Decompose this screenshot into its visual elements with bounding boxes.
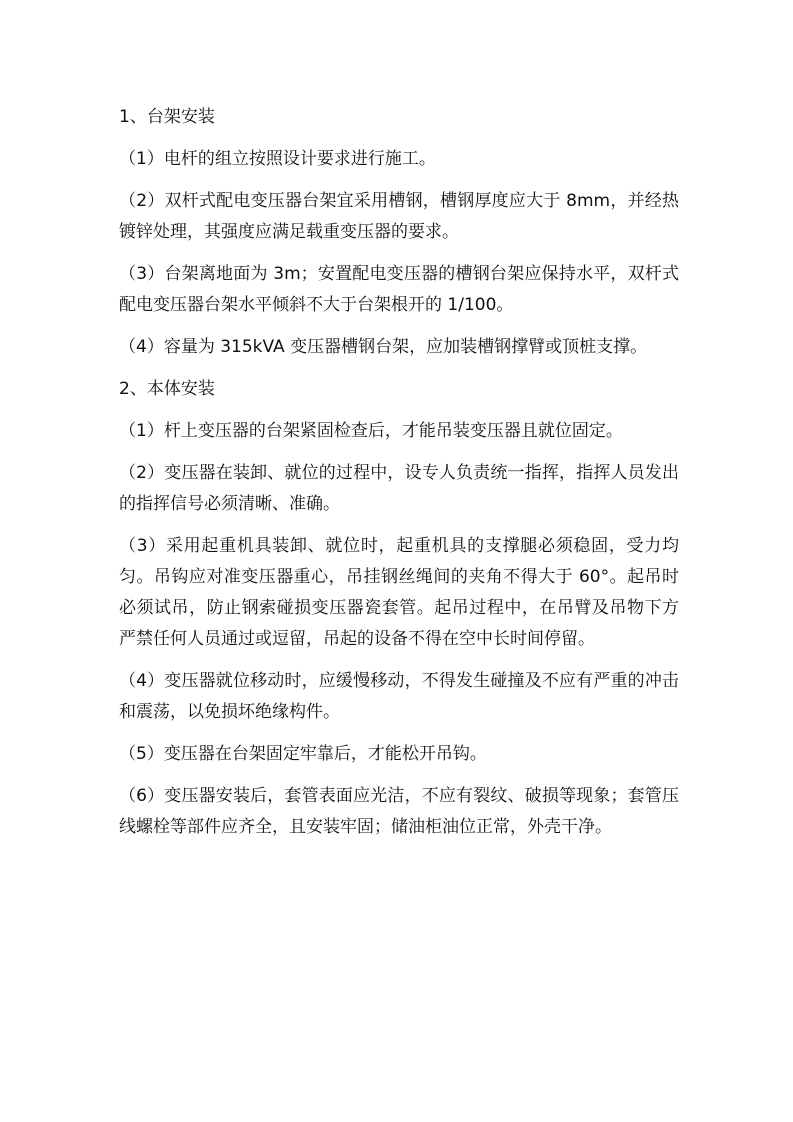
paragraph-2-4: （4）变压器就位移动时，应缓慢移动，不得发生碰撞及不应有严重的冲击和震荡，以免损坏绝缘构件。 bbox=[119, 671, 679, 722]
paragraph-2-1: （1）杆上变压器的台架紧固检查后，才能吊装变压器且就位固定。 bbox=[119, 421, 623, 441]
section-heading-platform-installation: 1、台架安装 bbox=[119, 107, 215, 127]
paragraph-1-3: （3）台架离地面为 3m；安置配电变压器的槽钢台架应保持水平，双杆式配电变压器台架水平倾斜不大于台架根开的 1/100。 bbox=[119, 264, 679, 315]
section-heading-body-installation: 2、本体安装 bbox=[119, 379, 215, 399]
paragraph-2-5: （5）变压器在台架固定牢靠后，才能松开吊钩。 bbox=[119, 744, 487, 764]
paragraph-2-2: （2）变压器在装卸、就位的过程中，设专人负责统一指挥，指挥人员发出的指挥信号必须清晰、准确。 bbox=[119, 463, 679, 514]
paragraph-1-1: （1）电杆的组立按照设计要求进行施工。 bbox=[119, 149, 436, 169]
paragraph-1-4: （4）容量为 315kVA 变压器槽钢台架，应加装槽钢撑臂或顶桩支撑。 bbox=[119, 337, 648, 357]
paragraph-1-2: （2）双杆式配电变压器台架宜采用槽钢，槽钢厚度应大于 8mm，并经热镀锌处理，其强度应满足载重变压器的要求。 bbox=[119, 191, 679, 242]
paragraph-2-6: （6）变压器安装后，套管表面应光洁，不应有裂纹、破损等现象；套管压线螺栓等部件应齐全，且安装牢固；储油柜油位正常，外壳干净。 bbox=[119, 786, 679, 837]
document-body bbox=[119, 102, 679, 854]
paragraph-2-3: （3）采用起重机具装卸、就位时，起重机具的支撑腿必须稳固，受力均匀。吊钩应对准变压器重心，吊挂钢丝绳间的夹角不得大于 60°。起吊时必须试吊，防止钢索碰损变压器瓷套管。起吊过程中，在吊臂及吊物下方严禁任何人员通过或逗留，吊起的设备不得在空中长时间停留。 bbox=[119, 536, 679, 649]
